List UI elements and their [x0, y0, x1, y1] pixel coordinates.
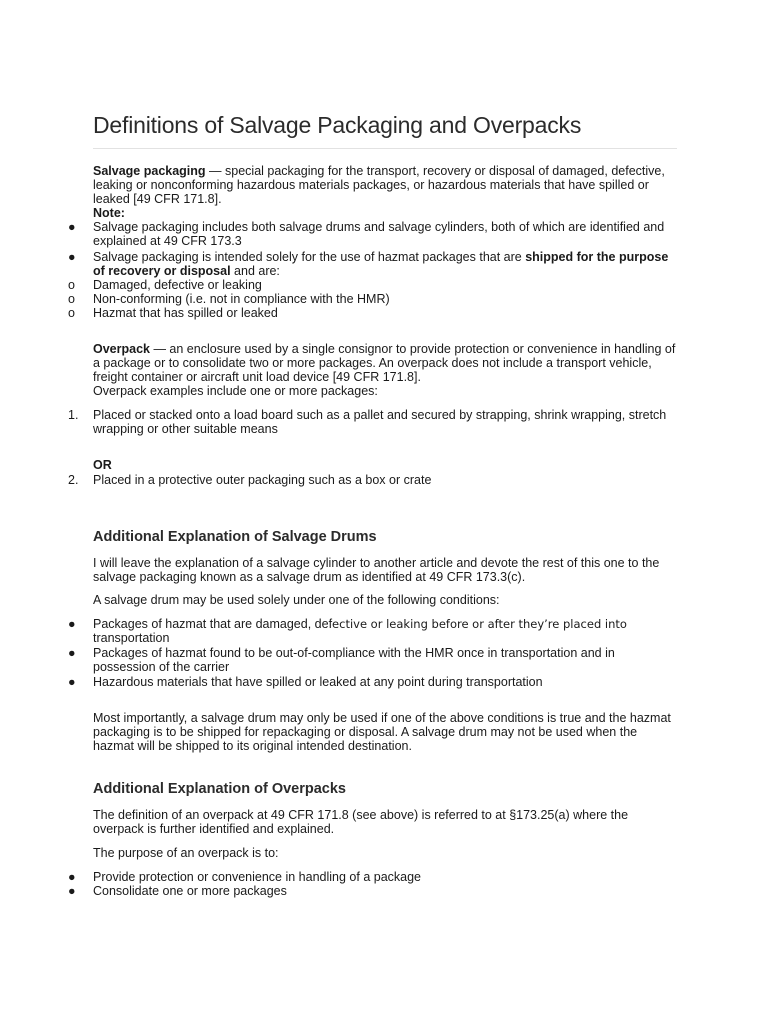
- list-item: Provide protection or convenience in handling of a package: [93, 870, 421, 884]
- sub-list-item: Non-conforming (i.e. not in compliance with the HMR): [93, 292, 390, 306]
- list-number: 2.: [68, 473, 79, 487]
- title-divider: [93, 148, 677, 149]
- bullet-marker: ●: [68, 870, 76, 884]
- overpack-examples-intro: Overpack examples include one or more packages:: [93, 384, 378, 398]
- page-title: Definitions of Salvage Packaging and Overpacks: [93, 112, 582, 138]
- overpack-term: Overpack: [93, 342, 150, 356]
- sub-list-item: Hazmat that has spilled or leaked: [93, 306, 278, 320]
- section-heading-salvage-drums: Additional Explanation of Salvage Drums: [93, 529, 377, 545]
- note-label: Note:: [93, 206, 125, 220]
- bullet-marker: ●: [68, 675, 76, 689]
- bullet-marker: ●: [68, 646, 76, 660]
- list-item: Packages of hazmat that are damaged, defective or leaking before or after they’re placed into transportation: [93, 617, 627, 645]
- paragraph: I will leave the explanation of a salvage cylinder to another article and devote the rest of this one to the salvage packaging known as a salvage drum as identified at 49 CFR 173.3(c).: [93, 556, 660, 584]
- sub-list-item: Damaged, defective or leaking: [93, 278, 262, 292]
- list-item: Hazardous materials that have spilled or leaked at any point during transportation: [93, 675, 543, 689]
- list-item: Salvage packaging is intended solely for the use of hazmat packages that are shipped for the purpose of recovery or disposal and are:: [93, 250, 669, 278]
- sub-bullet-marker: o: [68, 306, 75, 320]
- list-item: Consolidate one or more packages: [93, 884, 287, 898]
- list-item: Salvage packaging includes both salvage drums and salvage cylinders, both of which are identified and explained at 49 CFR 173.3: [93, 220, 665, 248]
- list-item: Packages of hazmat found to be out-of-compliance with the HMR once in transportation and in possession of the carrier: [93, 646, 615, 674]
- paragraph: A salvage drum may be used solely under one of the following conditions:: [93, 593, 500, 607]
- overpack-definition: Overpack — an enclosure used by a single consignor to provide protection or convenience in handling of a package or to consolidate two or more packages. An overpack does not include a transport vehicle, freight container or aircraft unit load device [49 CFR 171.8].: [93, 342, 676, 384]
- section-heading-overpacks: Additional Explanation of Overpacks: [93, 781, 346, 797]
- sub-bullet-marker: o: [68, 292, 75, 306]
- salvage-definition: [93, 164, 678, 206]
- bullet-marker: ●: [68, 884, 76, 898]
- paragraph: The purpose of an overpack is to:: [93, 846, 279, 860]
- bullet-marker: ●: [68, 250, 76, 264]
- paragraph: The definition of an overpack at 49 CFR 171.8 (see above) is referred to at §173.25(a) where the overpack is further identified and explained.: [93, 808, 629, 836]
- numbered-item: Placed in a protective outer packaging such as a box or crate: [93, 473, 432, 487]
- or-label: OR: [93, 458, 112, 472]
- paragraph: Most importantly, a salvage drum may only be used if one of the above conditions is true and the hazmat packaging is to be shipped for repackaging or disposal. A salvage drum may not be used when the hazmat will be shipped to its original intended destination.: [93, 711, 671, 753]
- bullet-marker: ●: [68, 617, 76, 631]
- list-number: 1.: [68, 408, 79, 422]
- numbered-item: Placed or stacked onto a load board such as a pallet and secured by strapping, shrink wrapping, stretch wrapping or other suitable means: [93, 408, 667, 436]
- sub-bullet-marker: o: [68, 278, 75, 292]
- salvage-term: Salvage packaging: [93, 164, 206, 178]
- salvage-definition-text: — special packaging for the transport, recovery or disposal of damaged, defective, leaking or nonconforming hazardous materials packages, or hazardous materials that have spilled or leaked [49 CFR 171.8].: [93, 164, 665, 206]
- bullet-marker: ●: [68, 220, 76, 234]
